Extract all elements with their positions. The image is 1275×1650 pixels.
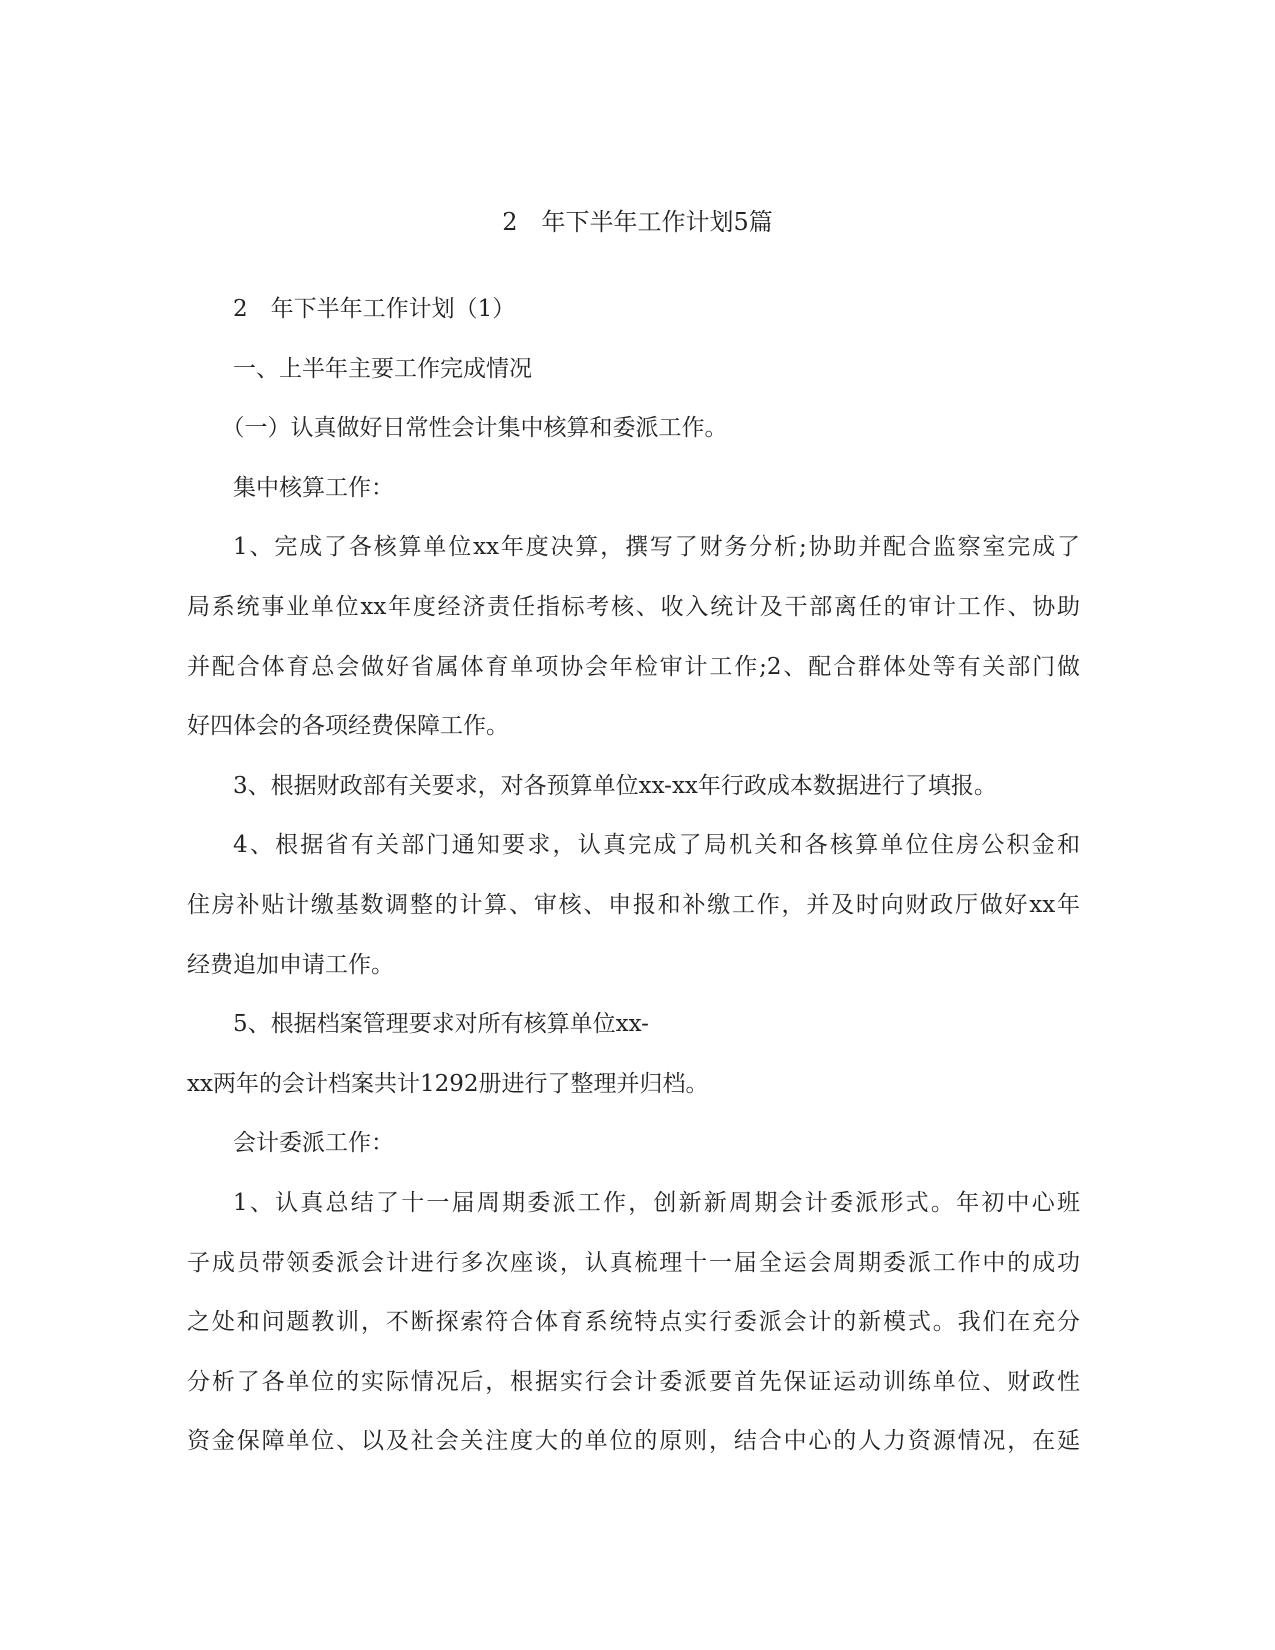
section-heading: 2 年下半年工作计划（1） bbox=[233, 296, 516, 322]
paragraph-line: 好四体会的各项经费保障工作。 bbox=[187, 713, 509, 740]
paragraph-line: xx两年的会计档案共计1292册进行了整理并归档。 bbox=[187, 1070, 709, 1097]
paragraph-label: 集中核算工作： bbox=[233, 474, 394, 501]
paragraph-line: 4、根据省有关部门通知要求，认真完成了局机关和各核算单位住房公积金和 bbox=[233, 832, 1080, 859]
paragraph-label: 会计委派工作： bbox=[233, 1130, 394, 1157]
paragraph-line: 之处和问题教训，不断探索符合体育系统特点实行委派会计的新模式。我们在充分 bbox=[187, 1309, 1080, 1336]
paragraph-line: 1、完成了各核算单位xx年度决算，撰写了财务分析;协助并配合监察室完成了 bbox=[233, 534, 1080, 561]
paragraph-line: 1、认真总结了十一届周期委派工作，创新新周期会计委派形式。年初中心班 bbox=[233, 1189, 1080, 1216]
paragraph-line: 3、根据财政部有关要求，对各预算单位xx-xx年行政成本数据进行了填报。 bbox=[233, 772, 997, 799]
paragraph-line: 5、根据档案管理要求对所有核算单位xx- bbox=[233, 1011, 649, 1038]
paragraph-line: 经费追加申请工作。 bbox=[187, 951, 394, 978]
document-body bbox=[187, 280, 1080, 1472]
paragraph-line: 局系统事业单位xx年度经济责任指标考核、收入统计及干部离任的审计工作、协助 bbox=[187, 593, 1080, 620]
paragraph-line: 资金保障单位、以及社会关注度大的单位的原则，结合中心的人力资源情况，在延 bbox=[187, 1428, 1080, 1455]
paragraph-line: 并配合体育总会做好省属体育单项协会年检审计工作;2、配合群体处等有关部门做 bbox=[187, 653, 1080, 680]
paragraph-line: 住房补贴计缴基数调整的计算、审核、申报和补缴工作，并及时向财政厅做好xx年 bbox=[187, 891, 1080, 918]
subsection-heading: 一、上半年主要工作完成情况 bbox=[233, 355, 532, 382]
paragraph-line: 分析了各单位的实际情况后，根据实行会计委派要首先保证运动训练单位、财政性 bbox=[187, 1368, 1080, 1395]
document-title: 2 年下半年工作计划5篇 bbox=[502, 208, 773, 236]
subsection-heading: （一）认真做好日常性会计集中核算和委派工作。 bbox=[221, 415, 728, 442]
paragraph-line: 子成员带领委派会计进行多次座谈，认真梳理十一届全运会周期委派工作中的成功 bbox=[187, 1249, 1080, 1276]
